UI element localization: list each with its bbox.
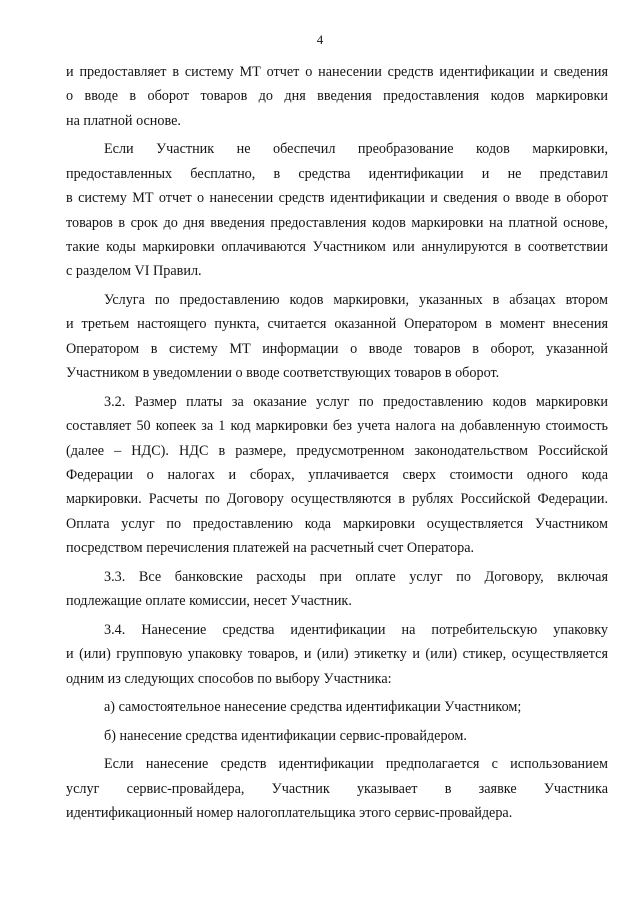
text-line: (далее – НДС). НДС в размере, предусмотренном законодательством Российской	[66, 442, 608, 459]
text-line: и третьем настоящего пункта, считается оказанной Оператором в момент внесения	[66, 316, 608, 333]
text-line: предоставленных бесплатно, в средства идентификации и не представил	[66, 165, 608, 182]
text-line: одним из следующих способов по выбору Участника:	[66, 670, 392, 687]
paragraph-3-4	[66, 618, 608, 691]
paragraph-continuation	[66, 60, 608, 133]
text-line: товаров в срок до дня введения предоставления кодов маркировки на платной основе,	[66, 214, 608, 231]
text-line: Если Участник не обеспечил преобразование кодов маркировки,	[104, 141, 608, 158]
text-line: услуг сервис-провайдера, Участник указывает в заявке Участника	[66, 780, 608, 797]
text-line: Услуга по предоставлению кодов маркировки, указанных в абзацах втором	[104, 292, 608, 309]
paragraph-option-a	[66, 695, 608, 719]
text-line: на платной основе.	[66, 112, 181, 129]
text-line: посредством перечисления платежей на расчетный счет Оператора.	[66, 540, 475, 557]
text-line: и (или) групповую упаковку товаров, и (или) этикетку и (или) стикер, осуществляется	[66, 646, 608, 663]
paragraph-option-b	[66, 724, 608, 748]
page-number: 4	[316, 32, 324, 47]
text-line: а) самостоятельное нанесение средства идентификации Участником;	[104, 699, 522, 716]
paragraph-3-2	[66, 390, 608, 561]
text-line: Оператором в систему МТ информации о вводе товаров в оборот, указанной	[66, 340, 608, 357]
text-line: 3.2. Размер платы за оказание услуг по предоставлению кодов маркировки	[104, 393, 608, 410]
paragraph-if-participant	[66, 137, 608, 283]
text-line: идентификационный номер налогоплательщика этого сервис-провайдера.	[66, 805, 513, 822]
text-line: 3.3. Все банковские расходы при оплате услуг по Договору, включая	[104, 568, 608, 585]
text-line: подлежащие оплате комиссии, несет Участник.	[66, 593, 352, 610]
text-line: б) нанесение средства идентификации сервис-провайдером.	[104, 727, 467, 744]
text-line: составляет 50 копеек за 1 код маркировки без учета налога на добавленную стоимость	[66, 418, 608, 435]
paragraph-provider	[66, 752, 608, 825]
text-line: Если нанесение средств идентификации предполагается с использованием	[104, 756, 608, 773]
text-line: такие коды маркировки оплачиваются Участником или аннулируются в соответствии	[66, 239, 608, 256]
paragraph-3-3	[66, 565, 608, 614]
text-line: и предоставляет в систему МТ отчет о нанесении средств идентификации и сведения	[66, 64, 608, 80]
paragraph-service	[66, 288, 608, 386]
text-line: 3.4. Нанесение средства идентификации на потребительскую упаковку	[104, 621, 608, 638]
text-line: с разделом VI Правил.	[66, 263, 202, 280]
text-line: в систему МТ отчет о нанесении средств идентификации и сведения о вводе в оборот	[66, 190, 608, 207]
text-line: маркировки. Расчеты по Договору осуществляются в рублях Российской Федерации.	[66, 491, 608, 508]
text-line: Оплата услуг по предоставлению кода маркировки осуществляется Участником	[66, 515, 608, 532]
document-body	[66, 60, 608, 830]
text-line: о вводе в оборот товаров до дня введения предоставления кодов маркировки	[66, 88, 608, 105]
text-line: Участником в уведомлении о вводе соответствующих товаров в оборот.	[66, 365, 500, 382]
text-line: Федерации о налогах и сборах, уплачивается сверх стоимости одного кода	[66, 467, 608, 484]
